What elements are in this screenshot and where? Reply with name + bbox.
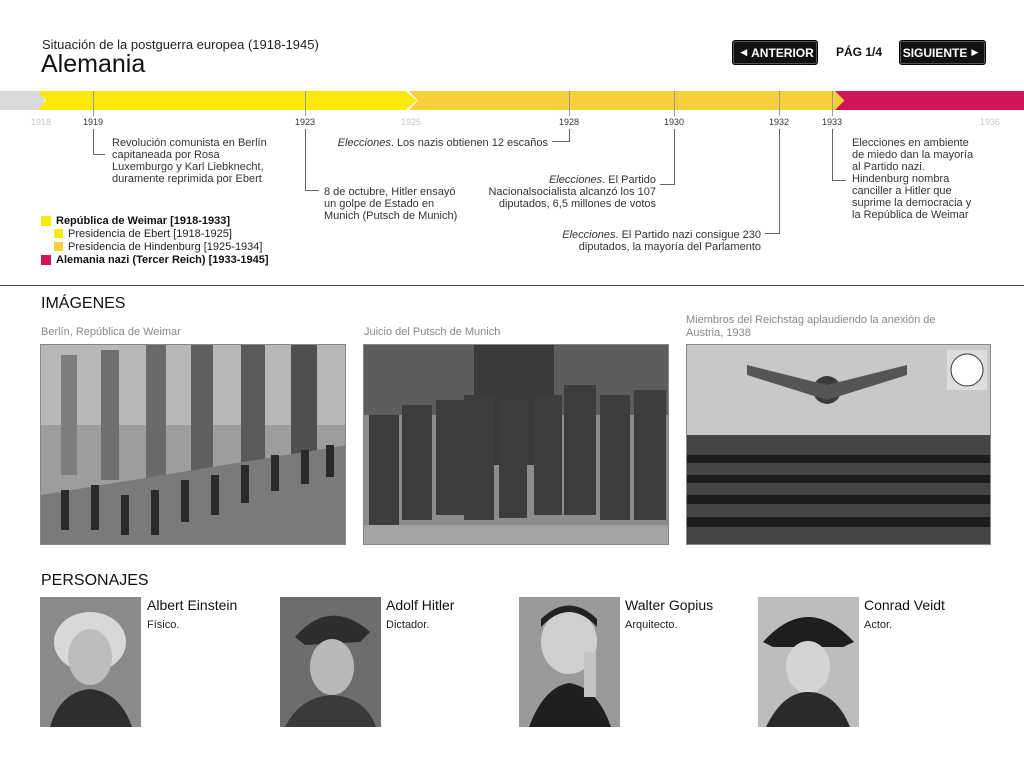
- timeline-event-1932: [556, 229, 761, 253]
- timeline-tick-1923: [305, 91, 306, 116]
- timeline-event-1923: 8 de octubre, Hitler ensayó un golpe de Estado en Munich (Putsch de Munich): [324, 186, 458, 222]
- timeline-year: 1919: [82, 117, 104, 127]
- section-divider: [0, 285, 1024, 286]
- event-emphasis: Elecciones: [562, 229, 616, 241]
- legend-label: Presidencia de Ebert [1918-1925]: [68, 227, 232, 240]
- timeline-tick-1919: [93, 91, 94, 116]
- next-button-label: SIGUIENTE: [902, 45, 968, 60]
- timeline-year: 1936: [979, 117, 1001, 127]
- event-connector: [305, 129, 319, 191]
- portrait-veidt-graphic: [758, 597, 859, 727]
- person-name: Albert Einstein: [147, 597, 238, 613]
- event-text: . El Partido nazi consigue 230 diputados, la mayoría del Parlamento: [578, 229, 761, 253]
- event-connector: [832, 129, 846, 181]
- event-connector: [93, 129, 105, 155]
- timeline-event-1919: Revolución comunista en Berlín capitaneada por Rosa Luxemburgo y Karl Liebknecht, duramente reprimida por Ebert: [112, 137, 267, 185]
- legend-label: República de Weimar [1918-1933]: [56, 214, 231, 227]
- event-emphasis: Elecciones: [548, 174, 603, 186]
- legend-item-weimar: [41, 214, 269, 227]
- previous-button[interactable]: [732, 40, 818, 65]
- people-heading: PERSONAJES: [41, 572, 149, 589]
- portrait-walter-gopius[interactable]: [519, 597, 620, 727]
- event-connector: [552, 129, 570, 142]
- portrait-gopius-graphic: [519, 597, 620, 727]
- event-text: . El Partido Nacionalsocialista alcanzó los 107 diputados, 6,5 millones de votos: [488, 174, 656, 210]
- image-caption: Juicio del Putsch de Munich: [364, 326, 501, 338]
- previous-button-label: ANTERIOR: [751, 45, 814, 60]
- page-subtitle: Situación de la postguerra europea (1918-1945): [42, 37, 319, 52]
- photo-reichstag-anexion[interactable]: [686, 344, 991, 545]
- legend-swatch: [41, 255, 51, 265]
- person-role: Físico.: [147, 619, 180, 631]
- legend-label: Alemania nazi (Tercer Reich) [1933-1945]: [56, 253, 269, 266]
- legend-swatch: [41, 216, 51, 226]
- legend-swatch: [54, 242, 63, 251]
- event-connector: [660, 129, 675, 185]
- timeline-event-1928: [330, 137, 548, 149]
- timeline-year: 1932: [768, 117, 790, 127]
- portrait-adolf-hitler[interactable]: [280, 597, 381, 727]
- timeline-tick-1928: [569, 91, 570, 116]
- next-button[interactable]: [899, 40, 986, 65]
- person-name: Conrad Veidt: [864, 597, 945, 613]
- timeline-year: 1928: [558, 117, 580, 127]
- page-title: Alemania: [41, 50, 146, 78]
- timeline-year: 1918: [30, 117, 52, 127]
- portrait-conrad-veidt[interactable]: [758, 597, 859, 727]
- person-role: Actor.: [864, 619, 893, 631]
- legend-item-ebert: [41, 227, 269, 240]
- timeline-year: 1930: [663, 117, 685, 127]
- arrow-right-icon: ▶: [971, 47, 979, 57]
- timeline-tick-1932: [779, 91, 780, 116]
- page-indicator: PÁG 1/4: [836, 45, 883, 59]
- person-name: Adolf Hitler: [386, 597, 455, 613]
- timeline-tick-1933: [832, 91, 833, 116]
- legend-item-nazi: [41, 253, 269, 266]
- timeline-band-pre: [0, 91, 44, 110]
- legend-swatch: [54, 229, 63, 238]
- timeline-event-1930: [478, 174, 656, 210]
- timeline-year: 1925: [400, 117, 422, 127]
- photo-reichstag-graphic: [687, 345, 991, 545]
- portrait-hitler-graphic: [280, 597, 381, 727]
- timeline-year: 1933: [821, 117, 843, 127]
- timeline-legend: [41, 214, 269, 266]
- image-caption: Berlín, República de Weimar: [41, 326, 181, 338]
- person-name: Walter Gopius: [625, 597, 714, 613]
- timeline-tick-1930: [674, 91, 675, 116]
- timeline-event-1933: Elecciones en ambiente de miedo dan la mayoría al Partido nazi. Hindenburg nombra canciller a Hitler que suprime la democracia y la República de Weimar: [852, 137, 974, 221]
- timeline-band-nazi: [835, 91, 1024, 110]
- event-text: . Los nazis obtienen 12 escaños: [390, 137, 548, 149]
- person-role: Dictador.: [386, 619, 430, 631]
- portrait-einstein-graphic: [40, 597, 141, 727]
- photo-putsch-graphic: [364, 345, 669, 545]
- legend-item-hindenburg: [41, 240, 269, 253]
- person-role: Arquitecto.: [625, 619, 678, 631]
- timeline-year: 1923: [294, 117, 316, 127]
- event-emphasis: Elecciones: [337, 137, 391, 149]
- arrow-left-icon: ◀: [740, 47, 748, 57]
- event-connector: [765, 129, 780, 234]
- photo-berlin-graphic: [41, 345, 346, 545]
- photo-munich-putsch-trial[interactable]: [363, 344, 669, 545]
- legend-label: Presidencia de Hindenburg [1925-1934]: [68, 240, 263, 253]
- timeline-band-weimar-ebert: [38, 91, 417, 110]
- timeline-band-weimar-hindenburg: [409, 91, 846, 110]
- image-caption: Miembros del Reichstag aplaudiendo la anexión de Austria, 1938: [686, 314, 936, 339]
- images-heading: IMÁGENES: [41, 295, 126, 312]
- portrait-albert-einstein[interactable]: [40, 597, 141, 727]
- photo-berlin-weimar[interactable]: [40, 344, 346, 545]
